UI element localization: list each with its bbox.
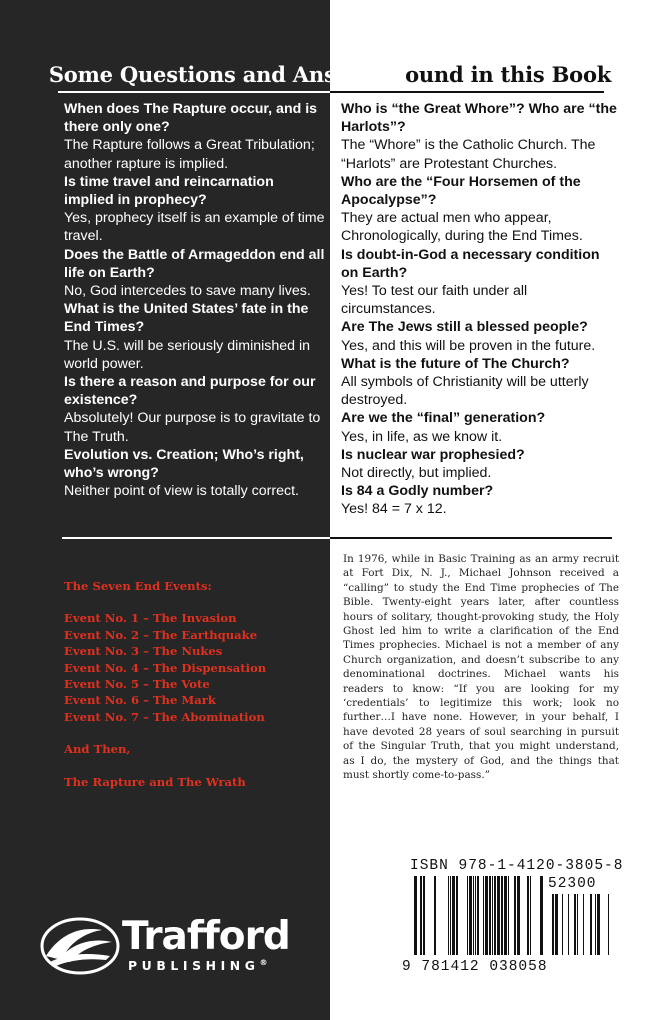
event-item: Event No. 5 – The Vote — [64, 676, 210, 691]
question: Does the Battle of Armageddon end all life on Earth? — [64, 246, 325, 281]
answer: All symbols of Christianity will be utterly destroyed. — [341, 374, 589, 409]
barcode-bar — [508, 876, 509, 955]
title-left-part: Some Questions and Answers f — [48, 62, 406, 87]
answer: Yes, prophecy itself is an example of time travel. — [64, 210, 325, 245]
rapture-wrath-text: The Rapture and The Wrath — [64, 774, 246, 789]
trafford-logo — [40, 914, 320, 980]
question: Is time travel and reincarnation implied in prophecy? — [64, 173, 274, 209]
event-item: Event No. 6 – The Mark — [64, 693, 216, 708]
question: Evolution vs. Creation; Who’s right, who’s wrong? — [64, 446, 304, 482]
barcode-bar — [450, 876, 451, 955]
barcode-bar — [473, 876, 474, 955]
addon-bar — [574, 894, 576, 955]
barcode-bar — [514, 876, 516, 955]
barcode-bar — [492, 876, 493, 955]
barcode-bar — [477, 876, 479, 955]
question: Is nuclear war prophesied? — [341, 446, 525, 463]
question: What is the United States’ fate in the End Times? — [64, 301, 309, 336]
answer: Absolutely! Our purpose is to gravitate to The Truth. — [64, 410, 321, 445]
price-addon-number: 52300 — [548, 876, 597, 892]
barcode-bar — [452, 876, 455, 955]
barcode-digits: 9 781412 038058 — [402, 959, 548, 975]
answer: No, God intercedes to save many lives. — [64, 283, 311, 300]
barcode-bar — [540, 876, 543, 955]
addon-bar — [583, 894, 584, 955]
question: Are we the “final” generation? — [341, 410, 546, 427]
barcode-bar — [485, 876, 488, 955]
answer: The Rapture follows a Great Tribulation; another rapture is implied. — [64, 137, 315, 172]
addon-bar — [562, 894, 563, 955]
addon-bar — [595, 894, 596, 955]
addon-bar — [590, 894, 592, 955]
barcode-bar — [414, 876, 417, 955]
registered-mark: ® — [259, 958, 268, 967]
event-item: Event No. 3 – The Nukes — [64, 644, 223, 659]
question: Is doubt-in-God a necessary condition on Earth? — [341, 246, 600, 281]
event-item: Event No. 2 – The Earthquake — [64, 627, 258, 642]
addon-bar — [555, 894, 558, 955]
addon-bar — [568, 894, 569, 955]
barcode-bar — [489, 876, 491, 955]
title-right-part: ound in this Book — [405, 62, 612, 87]
event-item: Event No. 1 – The Invasion — [64, 611, 237, 626]
question: Is 84 a Godly number? — [341, 483, 494, 500]
event-item: Event No. 7 – The Abomination — [64, 709, 265, 724]
barcode-bar — [517, 876, 520, 955]
answer: Yes, in life, as we know it. — [341, 428, 503, 445]
addon-bar — [577, 894, 578, 955]
barcode-bar — [456, 876, 458, 955]
qa-column-right — [341, 100, 617, 519]
barcode-bar — [527, 876, 529, 955]
barcode-bar — [475, 876, 476, 955]
addon-bar — [608, 894, 609, 955]
answer: The U.S. will be seriously diminished in world power. — [64, 337, 311, 372]
section-divider — [62, 537, 612, 539]
question: Are The Jews still a blessed people? — [341, 319, 588, 336]
barcode-bar — [469, 876, 472, 955]
answer: Not directly, but implied. — [341, 465, 492, 482]
answer: The “Whore” is the Catholic Church. The “Harlots” are Protestant Churches. — [341, 137, 596, 172]
barcode-bar — [423, 876, 425, 955]
barcode-bar — [504, 876, 507, 955]
and-then-text: And Then, — [64, 742, 131, 757]
question: Who is “the Great Whore”? Who are “the Harlots”? — [341, 101, 617, 136]
barcode-bar — [497, 876, 500, 955]
question: Is there a reason and purpose for our existence? — [64, 374, 316, 409]
seven-events-list — [64, 578, 324, 790]
barcode-bar — [494, 876, 496, 955]
answer: Yes, and this will be proven in the future. — [341, 337, 596, 354]
question: What is the future of The Church? — [341, 355, 570, 372]
answer: Yes! To test our faith under all circumstances. — [341, 283, 528, 318]
event-item: Event No. 4 – The Dispensation — [64, 660, 267, 675]
page-title — [0, 62, 660, 87]
barcode-bar — [448, 876, 449, 955]
publisher-name: Trafford — [122, 914, 290, 959]
barcode-bar — [434, 876, 436, 955]
barcode-bar — [467, 876, 468, 955]
trafford-wave-icon — [40, 916, 120, 976]
question: Who are the “Four Horsemen of the Apocalypse”? — [341, 173, 581, 209]
barcode-bar — [530, 876, 531, 955]
addon-bar — [597, 894, 600, 955]
title-rule — [58, 91, 604, 93]
publisher-subtitle: PUBLISHING® — [128, 958, 268, 973]
qa-column-left — [64, 100, 326, 500]
author-bio: In 1976, while in Basic Training as an army recruit at Fort Dix, N. J., Michael Johnson received a “calling” to study the End Time prophecies of The Bible. Twenty-eight years later, after countless hours of solitary, thought-provoking study, the Holy Ghost led him to write a clarification of the End Times prophecies. Michael is not a member of any Church organization, and doesn’t subscribe to any denominational doctrines. Michael wants his readers to know: “If you are looking for my ‘credentials’ to legitimize this work; look no further…I have none. However, in your behalf, I have devoted 28 years of soul searching in pursuit of the Singular Truth, that you might understand, as I do, the mystery of God, and the things that must shortly come-to-pass.” — [343, 553, 619, 782]
events-heading: The Seven End Events: — [64, 579, 212, 593]
answer: Yes! 84 = 7 x 12. — [341, 501, 447, 518]
answer: Neither point of view is totally correct. — [64, 483, 299, 500]
barcode-bar — [501, 876, 503, 955]
answer: They are actual men who appear, Chronologically, during the End Times. — [341, 210, 583, 245]
isbn-label: ISBN 978-1-4120-3805-8 — [410, 858, 624, 874]
barcode-bar — [420, 876, 422, 955]
question: When does The Rapture occur, and is there only one? — [64, 101, 318, 136]
addon-bar — [552, 894, 554, 955]
event-items — [64, 610, 324, 725]
barcode-bar — [483, 876, 484, 955]
